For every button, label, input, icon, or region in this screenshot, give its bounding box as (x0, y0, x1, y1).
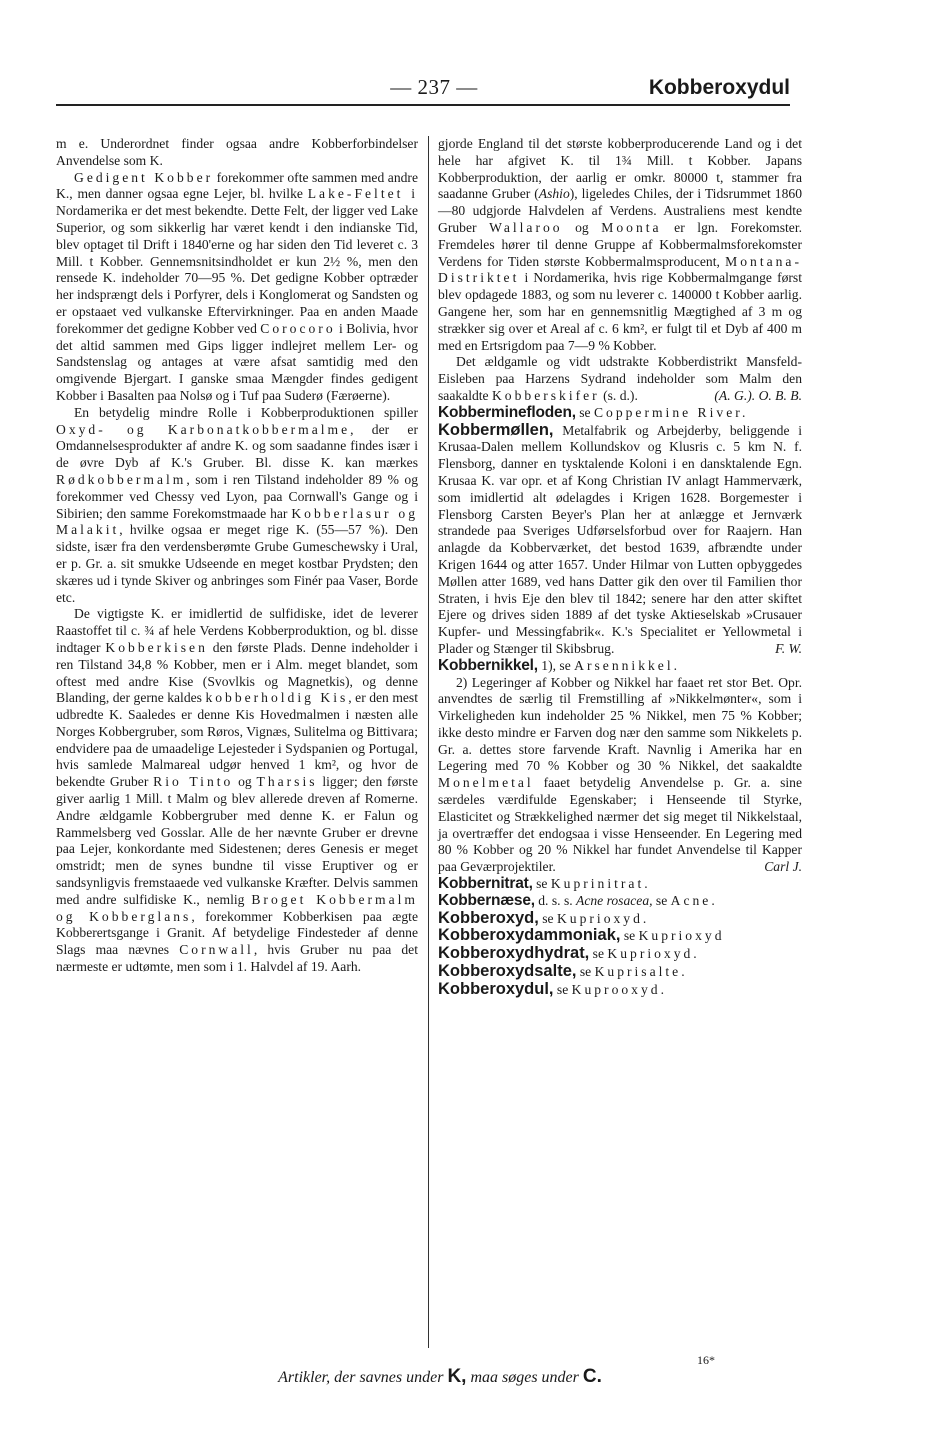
header-rule (56, 104, 790, 106)
cross-reference[interactable]: Kuprooxyd. (571, 981, 667, 997)
headword: Kobberoxydul, (438, 979, 554, 998)
entry-kobberminefloden: Kobberminefloden, se Coppermine River. (438, 403, 749, 421)
headword: Kobberoxydammoniak, (438, 926, 621, 945)
paragraph: Det ældgamle og vidt udstrakte Kobberdistrikt Mansfeld-Eisleben paa Harzens Sydrand indeholder som Malm den saakaldte Kobberskifer (s. d.). (A. G.). O. B. B. (438, 354, 802, 403)
entry-kobbernikkel: Kobbernikkel, 1), se Arsennikkel. (438, 656, 680, 674)
entry-kobbernitrat: Kobbernitrat, se Kuprinitrat. (438, 875, 651, 893)
author-signature: (A. G.). O. B. B. (714, 387, 802, 403)
entry-kobbernaese: Kobbernæse, d. s. s. Acne rosacea, se Acne. (438, 891, 718, 909)
headword: Kobbernitrat, (438, 875, 533, 893)
cross-reference[interactable]: Kuprisalte. (594, 964, 688, 980)
author-signature: F. W. (775, 640, 802, 656)
entry-kobberoxydhydrat: Kobberoxydhydrat, se Kuprioxyd. (438, 944, 700, 963)
entry-kobberoxyd: Kobberoxyd, se Kuprioxyd. (438, 908, 650, 927)
cross-reference[interactable]: Coppermine River. (593, 404, 749, 420)
cross-reference[interactable]: Kuprioxyd. (607, 946, 700, 962)
headword: Kobbermøllen, (438, 420, 554, 439)
footer-note: Artikler, der savnes under K, maa søges under C. (278, 1366, 602, 1387)
page-number: — 237 — (390, 75, 478, 99)
headword: Kobberminefloden, (438, 403, 576, 421)
entry-kobberoxydul: Kobberoxydul, se Kuprooxyd. (438, 979, 667, 998)
entry-kobberoxydsalte: Kobberoxydsalte, se Kuprisalte. (438, 962, 688, 981)
author-signature: Carl J. (764, 859, 802, 875)
headword: Kobbernæse, (438, 891, 535, 909)
paragraph: gjorde England til det største kobberproducerende Land og i det hele har afgivet K. til 1¾ Mill. t Kobber. Japans Kobberproduktion, der aarlig er omkr. 80000 t, stammer fra saadanne Gruber (Ashio), ligeledes Chiles, der i Tidsrummet 1860—80 udgjorde Halvdelen af Verdens. Australiens mest kendte Gruber Wallaroo og Moonta er lgn. Forekomster. Fremdeles hører til denne Gruppe af Kobbermalmsforekomster Verdens for Tiden største Kobbermalmsproducent, Montana-Distriktet i Nordamerika, hvis rige Kobbermalmgange først blev opdagede 1883, og som nu leverer c. 140000 t Kobber aarlig. Gangene her, som har en gennemsnitlig Mægtighed af 3 m og strækker sig over et Areal af c. 6 km², er fulgt til et Dyb af 400 m med en Ertsrigdom paa 7—9 % Kobber. (438, 136, 802, 353)
cross-reference[interactable]: Kuprinitrat. (550, 876, 651, 892)
paragraph: m e. Underordnet finder ogsaa andre Kobberforbindelser Anvendelse som K. (56, 136, 418, 168)
entry-kobbermollen: Kobbermøllen, Metalfabrik og Arbejderby, beliggende i Krusaa-Dalen mellem Kollundskov og Klusris c. 5 km N. f. Flensborg, danner en tysktalende Koloni i en dansktalende Egn. Krusaa K. var opr. et af Kong Christian IV anlagt Hammerværk, som imidlertid alt ødelagdes i Krigen 1628. Borgemester i Flensborg Carsten Beyer's Plan her at anlægge et Jernværk strandede paa Sveriges Udførselsforbud over for Raajern. Han anlagde da Kobberværket, det bestod 1639, afbrændte under Krigen 1644 og atter 1657. Under Hilmar von Lutten opbyggedes Møllen atter 1689, ved hans Datter gik den over til Familien thor Straten, i hvis Eje den blev til 1842; senere har den atter skiftet Ejere og drives siden 1889 af det tyske Aktieselskab »Crusauer Kupfer- und Messingfabrik«. K.'s Specialitet er Yellowmetal i Plader og Stænger til Skibsbrug. F. W. (438, 420, 802, 656)
paragraph: En betydelig mindre Rolle i Kobberproduktionen spiller Oxyd- og Karbonatkobbermalme, der er Omdannelsesprodukter af andre K. og som saadanne findes især i de øvre Dyb af K.'s Gruber. Bl. disse K. kan mærkes Rødkobbermalm, som i ren Tilstand indeholder 89 % og forekommer ved Chessy ved Lyon, paa Cornwall's Gange og i Sibirien; den samme Forekomstmaade har Kobberlasur og Malakit, hvilke ogsaa er meget rige K. (55—57 %). Den sidste, især fra den verdensberømte Grube Gumeschewsky i Ural, er p. Gr. a. sit smukke Udseende en meget kostbar Prydsten; den skæres ud i tynde Skiver og anbringes som Finér paa Vaser, Borde etc. (56, 404, 418, 605)
cross-reference[interactable]: Kuprioxyd (638, 928, 725, 944)
headword: Kobberoxydsalte, (438, 962, 577, 981)
paragraph: De vigtigste K. er imidlertid de sulfidiske, idet de leverer Raastoffet til c. ¾ af hele Verdens Kobberproduktion, og bl. disse indtager Kobberkisen den første Plads. Denne indeholder i ren Tilstand 34,8 % Kobber, men er i Alm. meget blandet, som oftest med andre Kise (Svovlkis og Magnetkis), og denne Blanding, der gerne kaldes kobberholdig Kis, er den mest udbredte K. Saaledes er denne Kis Hovedmalmen i næsten alle Norges Kobbergruber, som Røros, Vignæs, Sulitelma og Bittivara; endvidere paa de umaadelige Lejesteder i Sydspanien og Portugal, hvis samlede Malmareal udgør henved 1 km², og hvor de bekendte Gruber Rio Tinto og Tharsis ligger; den første giver aarlig 1 Mill. t Malm og blev allerede dreven af Romerne. Andre ældgamle Kobbergruber med denne K. er Falun og Rammelsberg ved Gosslar. Alle de her nævnte Gruber er drevne paa Lejer, konkordante med Sidestenen; deres Genesis er meget omstridt; men de synes bundne til visse Eruptiver og er sandsynligvis fremstaaede ved vulkanske Kræfter. Delvis sammen med andre sulfidiske K., nemlig Broget Kobbermalm og Kobberglans, forekommer Kobberkisen paa ægte Kobberertsgange i Granit. Af betydelige Findesteder af denne Slags maa nævnes Cornwall, hvis Gruber nu paa det nærmeste er udtømte, men som i 1. Halvdel af 19. Aarh. (56, 606, 418, 975)
column-divider (428, 136, 429, 1348)
headword: Kobberoxydhydrat, (438, 944, 590, 963)
subsection-heading: Gedigent Kobber (74, 169, 214, 185)
cross-reference[interactable]: Arsennikkel. (574, 657, 680, 673)
headword: Kobbernikkel, (438, 656, 538, 674)
paragraph: 2) Legeringer af Kobber og Nikkel har faaet ret stor Bet. Opr. anvendtes de særlig til Fremstilling af »Nikkelmønter«, som i Virkeligheden kun indeholder 25 % Nikkel, men 75 % Kobber; ikke desto mindre er Farven dog nær den samme som Nikkelets p. Gr. a. dettes store farvende Kraft. Navnlig i Amerika har en Legering med 70 % Kobber og 30 % Nikkel, det saakaldte Monelmetal faaet betydelig Anvendelse p. Gr. a. sine særdeles værdifulde Egenskaber; i Henseende til Styrke, Elasticitet og Strækkelighed nærmer det sig meget til Nikkelstaal, ja overtræffer det endogsaa i visse Henseender. En Legering med 80 % Kobber og 20 % Nikkel har fundet Anvendelse til Kapper paa Geværprojektiler. Carl J. (438, 674, 802, 875)
cross-reference[interactable]: Kuprioxyd. (556, 910, 650, 926)
left-column (56, 136, 418, 976)
signature-mark: 16* (697, 1353, 715, 1367)
paragraph: Gedigent Kobber forekommer ofte sammen med andre K., men danner ogsaa egne Lejer, bl. hvilke Lake-Feltet i Nordamerika er det mest bekendte. Dette Felt, der ligger ved Lake Superior, og som sikkerlig har været kendt i den indianske Tid, blev optaget til Drift i 1840'erne og har siden den Tid leveret c. 3 Mill. t Kobber. Gennemsnitsindholdet er kun 2½ %, men den rensede K. indeholder 70—95 %. Det gedigne Kobber optræder her indsprængt dels i Porfyrer, dels i Konglomerat og Sandsten og er opstaaet ved vulkanske Eftervirkninger. Paa en anden Maade forekommer det gedigne Kobber ved Corocoro i Bolivia, hvor det altid sammen med Gips ligger indlejret mellem Ler- og Sandstenslag og antages at være afsat samtidig med den omgivende Bjergart. I ganske smaa Mængder findes gedigent Kobber i Basalten paa Nolsø og i Tuf paa Suderø (Færøerne). (56, 169, 419, 403)
cross-reference[interactable]: Acne. (670, 892, 718, 908)
entry-kobberoxydammoniak: Kobberoxydammoniak, se Kuprioxyd (438, 926, 725, 945)
right-column (438, 136, 802, 999)
running-title: Kobberoxydul (648, 76, 790, 99)
headword: Kobberoxyd, (438, 908, 539, 927)
